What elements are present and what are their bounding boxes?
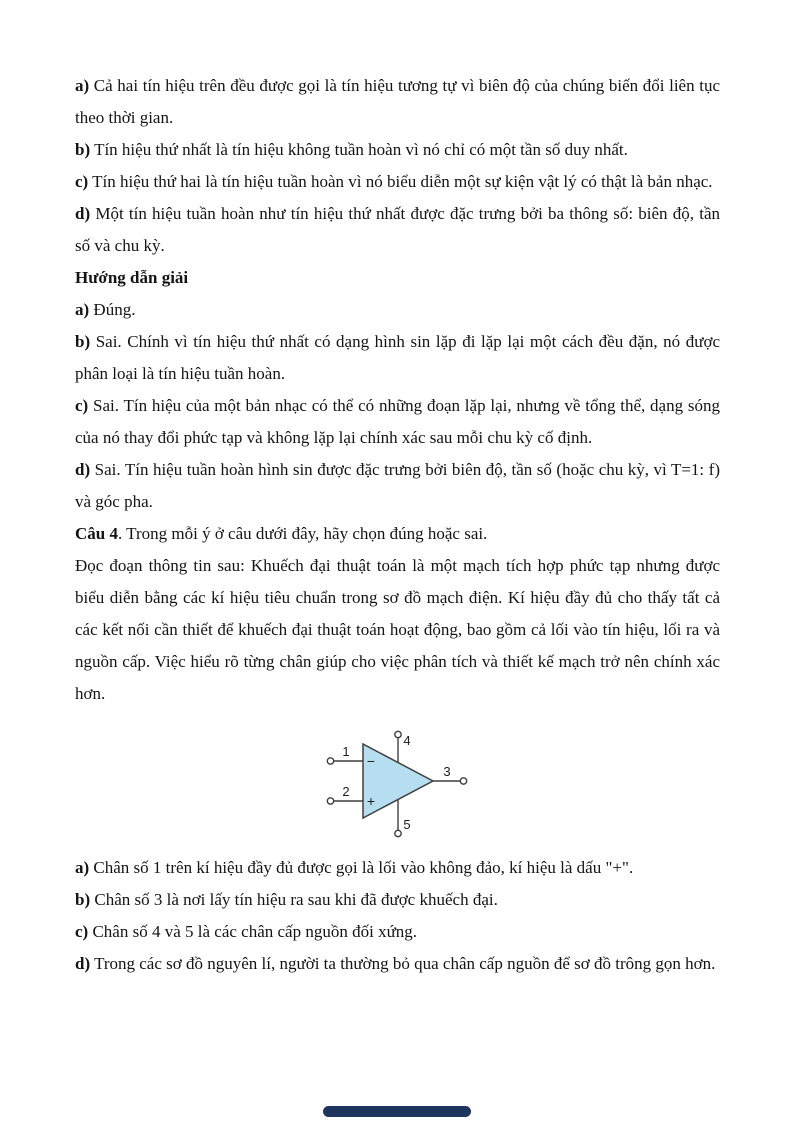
paragraph-text: Sai. Tín hiệu của một bản nhạc có thể có những đoạn lặp lại, nhưng về tổng thể, dạng sóng của nó thay đổi phức tạp và không lặp lại chính xác sau mỗi chu kỳ cố định. [75, 396, 720, 447]
paragraph-text: Sai. Tín hiệu tuần hoàn hình sin được đặc trưng bởi biên độ, tần số (hoặc chu kỳ, vì T=1: f) và góc pha. [75, 460, 720, 511]
text-block-before-diagram [75, 70, 720, 710]
paragraph-text: Sai. Chính vì tín hiệu thứ nhất có dạng hình sin lặp đi lặp lại một cách đều đặn, nó được phân loại là tín hiệu tuần hoàn. [75, 332, 720, 383]
paragraph [75, 294, 720, 326]
pin1-label: 1 [341, 744, 350, 759]
paragraph [75, 916, 720, 948]
paragraph-prefix: a) [75, 858, 90, 877]
paragraph-prefix: b) [75, 890, 91, 909]
paragraph [75, 166, 720, 198]
paragraph-prefix: c) [75, 396, 89, 415]
paragraph-prefix: a) [75, 300, 90, 319]
paragraph-prefix: c) [75, 172, 89, 191]
pin3-label: 3 [442, 764, 451, 779]
paragraph-prefix: c) [75, 922, 89, 941]
paragraph-text: Tín hiệu thứ hai là tín hiệu tuần hoàn vì nó biểu diễn một sự kiện vật lý có thật là bản nhạc. [88, 172, 713, 191]
paragraph-prefix: d) [75, 204, 91, 223]
paragraph [75, 262, 720, 294]
paragraph-prefix: b) [75, 332, 91, 351]
footer-bar [323, 1106, 471, 1117]
inverting-input-sign: − [366, 753, 375, 769]
paragraph [75, 390, 720, 454]
paragraph-text: Tín hiệu thứ nhất là tín hiệu không tuần hoàn vì nó chỉ có một tần số duy nhất. [90, 140, 628, 159]
paragraph-prefix: Hướng dẫn giải [75, 268, 189, 287]
paragraph-prefix: b) [75, 140, 91, 159]
pin5-terminal-icon [394, 830, 400, 836]
paragraph-text: Đúng. [89, 300, 136, 319]
paragraph-text: Chân số 3 là nơi lấy tín hiệu ra sau khi đã được khuếch đại. [90, 890, 498, 909]
paragraph-prefix: Câu 4 [75, 524, 118, 543]
text-block-after-diagram [75, 852, 720, 980]
paragraph-text: Đọc đoạn thông tin sau: Khuếch đại thuật toán là một mạch tích hợp phức tạp nhưng được biểu diễn bằng các kí hiệu tiêu chuẩn trong sơ đồ mạch điện. Kí hiệu đầy đủ cho thấy tất cả các kết nối cần thiết để khuếch đại thuật toán hoạt động, bao gồm cả lối vào tín hiệu, lối ra và nguồn cấp. Việc hiểu rõ từng chân giúp cho việc phân tích và thiết kế mạch trở nên chính xác hơn. [75, 556, 720, 703]
paragraph-text: . Trong mỗi ý ở câu dưới đây, hãy chọn đúng hoặc sai. [117, 524, 488, 543]
paragraph [75, 198, 720, 262]
paragraph-text: Một tín hiệu tuần hoàn như tín hiệu thứ nhất được đặc trưng bởi ba thông số: biên độ, tần số và chu kỳ. [75, 204, 720, 255]
paragraph [75, 550, 720, 710]
pin5-label: 5 [402, 817, 411, 832]
pin2-terminal-icon [327, 798, 333, 804]
non-inverting-input-sign: + [366, 793, 375, 809]
pin1-terminal-icon [327, 758, 333, 764]
paragraph-text: Chân số 4 và 5 là các chân cấp nguồn đối xứng. [88, 922, 418, 941]
opamp-diagram [75, 710, 720, 852]
paragraph [75, 70, 720, 134]
paragraph [75, 326, 720, 390]
paragraph-prefix: d) [75, 460, 91, 479]
paragraph [75, 518, 720, 550]
paragraph-text: Trong các sơ đồ nguyên lí, người ta thường bỏ qua chân cấp nguồn để sơ đồ trông gọn hơn. [90, 954, 716, 973]
paragraph [75, 852, 720, 884]
pin4-label: 4 [402, 733, 411, 748]
opamp-symbol [323, 728, 473, 840]
pin3-terminal-icon [460, 778, 466, 784]
paragraph-prefix: a) [75, 76, 90, 95]
paragraph-text: Cả hai tín hiệu trên đều được gọi là tín hiệu tương tự vì biên độ của chúng biến đổi liên tục theo thời gian. [75, 76, 720, 127]
paragraph [75, 454, 720, 518]
paragraph [75, 884, 720, 916]
pin4-terminal-icon [394, 731, 400, 737]
paragraph [75, 948, 720, 980]
paragraph-text: Chân số 1 trên kí hiệu đầy đủ được gọi là lối vào không đảo, kí hiệu là dấu "+". [89, 858, 634, 877]
paragraph-prefix: d) [75, 954, 91, 973]
paragraph [75, 134, 720, 166]
pin2-label: 2 [341, 784, 350, 799]
